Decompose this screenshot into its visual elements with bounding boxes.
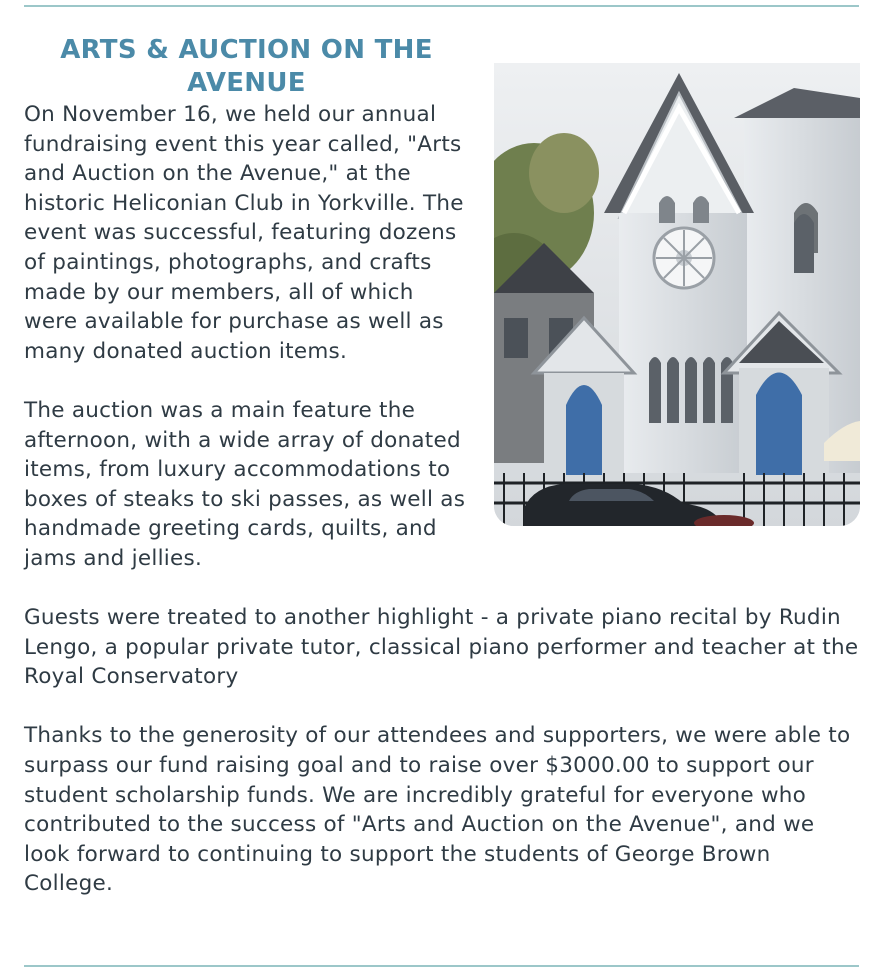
paragraph-auction: The auction was a main feature the afternoon, with a wide array of donated items, from luxury accommodations to boxes of steaks to ski passes, as well as handmade greeting cards, quilts, and jams and jellies. [24,397,466,571]
heliconian-club-photo [494,63,860,526]
bottom-divider [24,965,859,967]
paragraph-spacer [24,692,860,722]
paragraph-thanks: Thanks to the generosity of our attendees and supporters, we were able to surpass our fund raising goal and to raise over $3000.00 to support our student scholarship funds. We are incredibly grateful for everyone who contributed to the success of "Arts and Auction on the Avenue", and we look forward to continuing to support the students of George Brown College. [24,723,851,897]
article-title: ARTS & AUCTION ON THE AVENUE [60,35,433,98]
article [24,34,860,899]
paragraph-event-summary: On November 16, we held our annual fundraising event this year called, "Arts and Auction on the Avenue," at the historic Heliconian Club in Yorkville. The event was successful, featuring dozens of paintings, photographs, and crafts made by our members, all of which were available for purchase as well as many donated auction items. [24,102,464,364]
paragraph-spacer [24,574,860,604]
paragraph-piano-recital: Guests were treated to another highlight - a private piano recital by Rudin Lengo, a popular private tutor, classical piano performer and teacher at the Royal Conservatory [24,605,859,690]
church-building-icon [494,63,860,526]
top-divider [24,5,859,7]
